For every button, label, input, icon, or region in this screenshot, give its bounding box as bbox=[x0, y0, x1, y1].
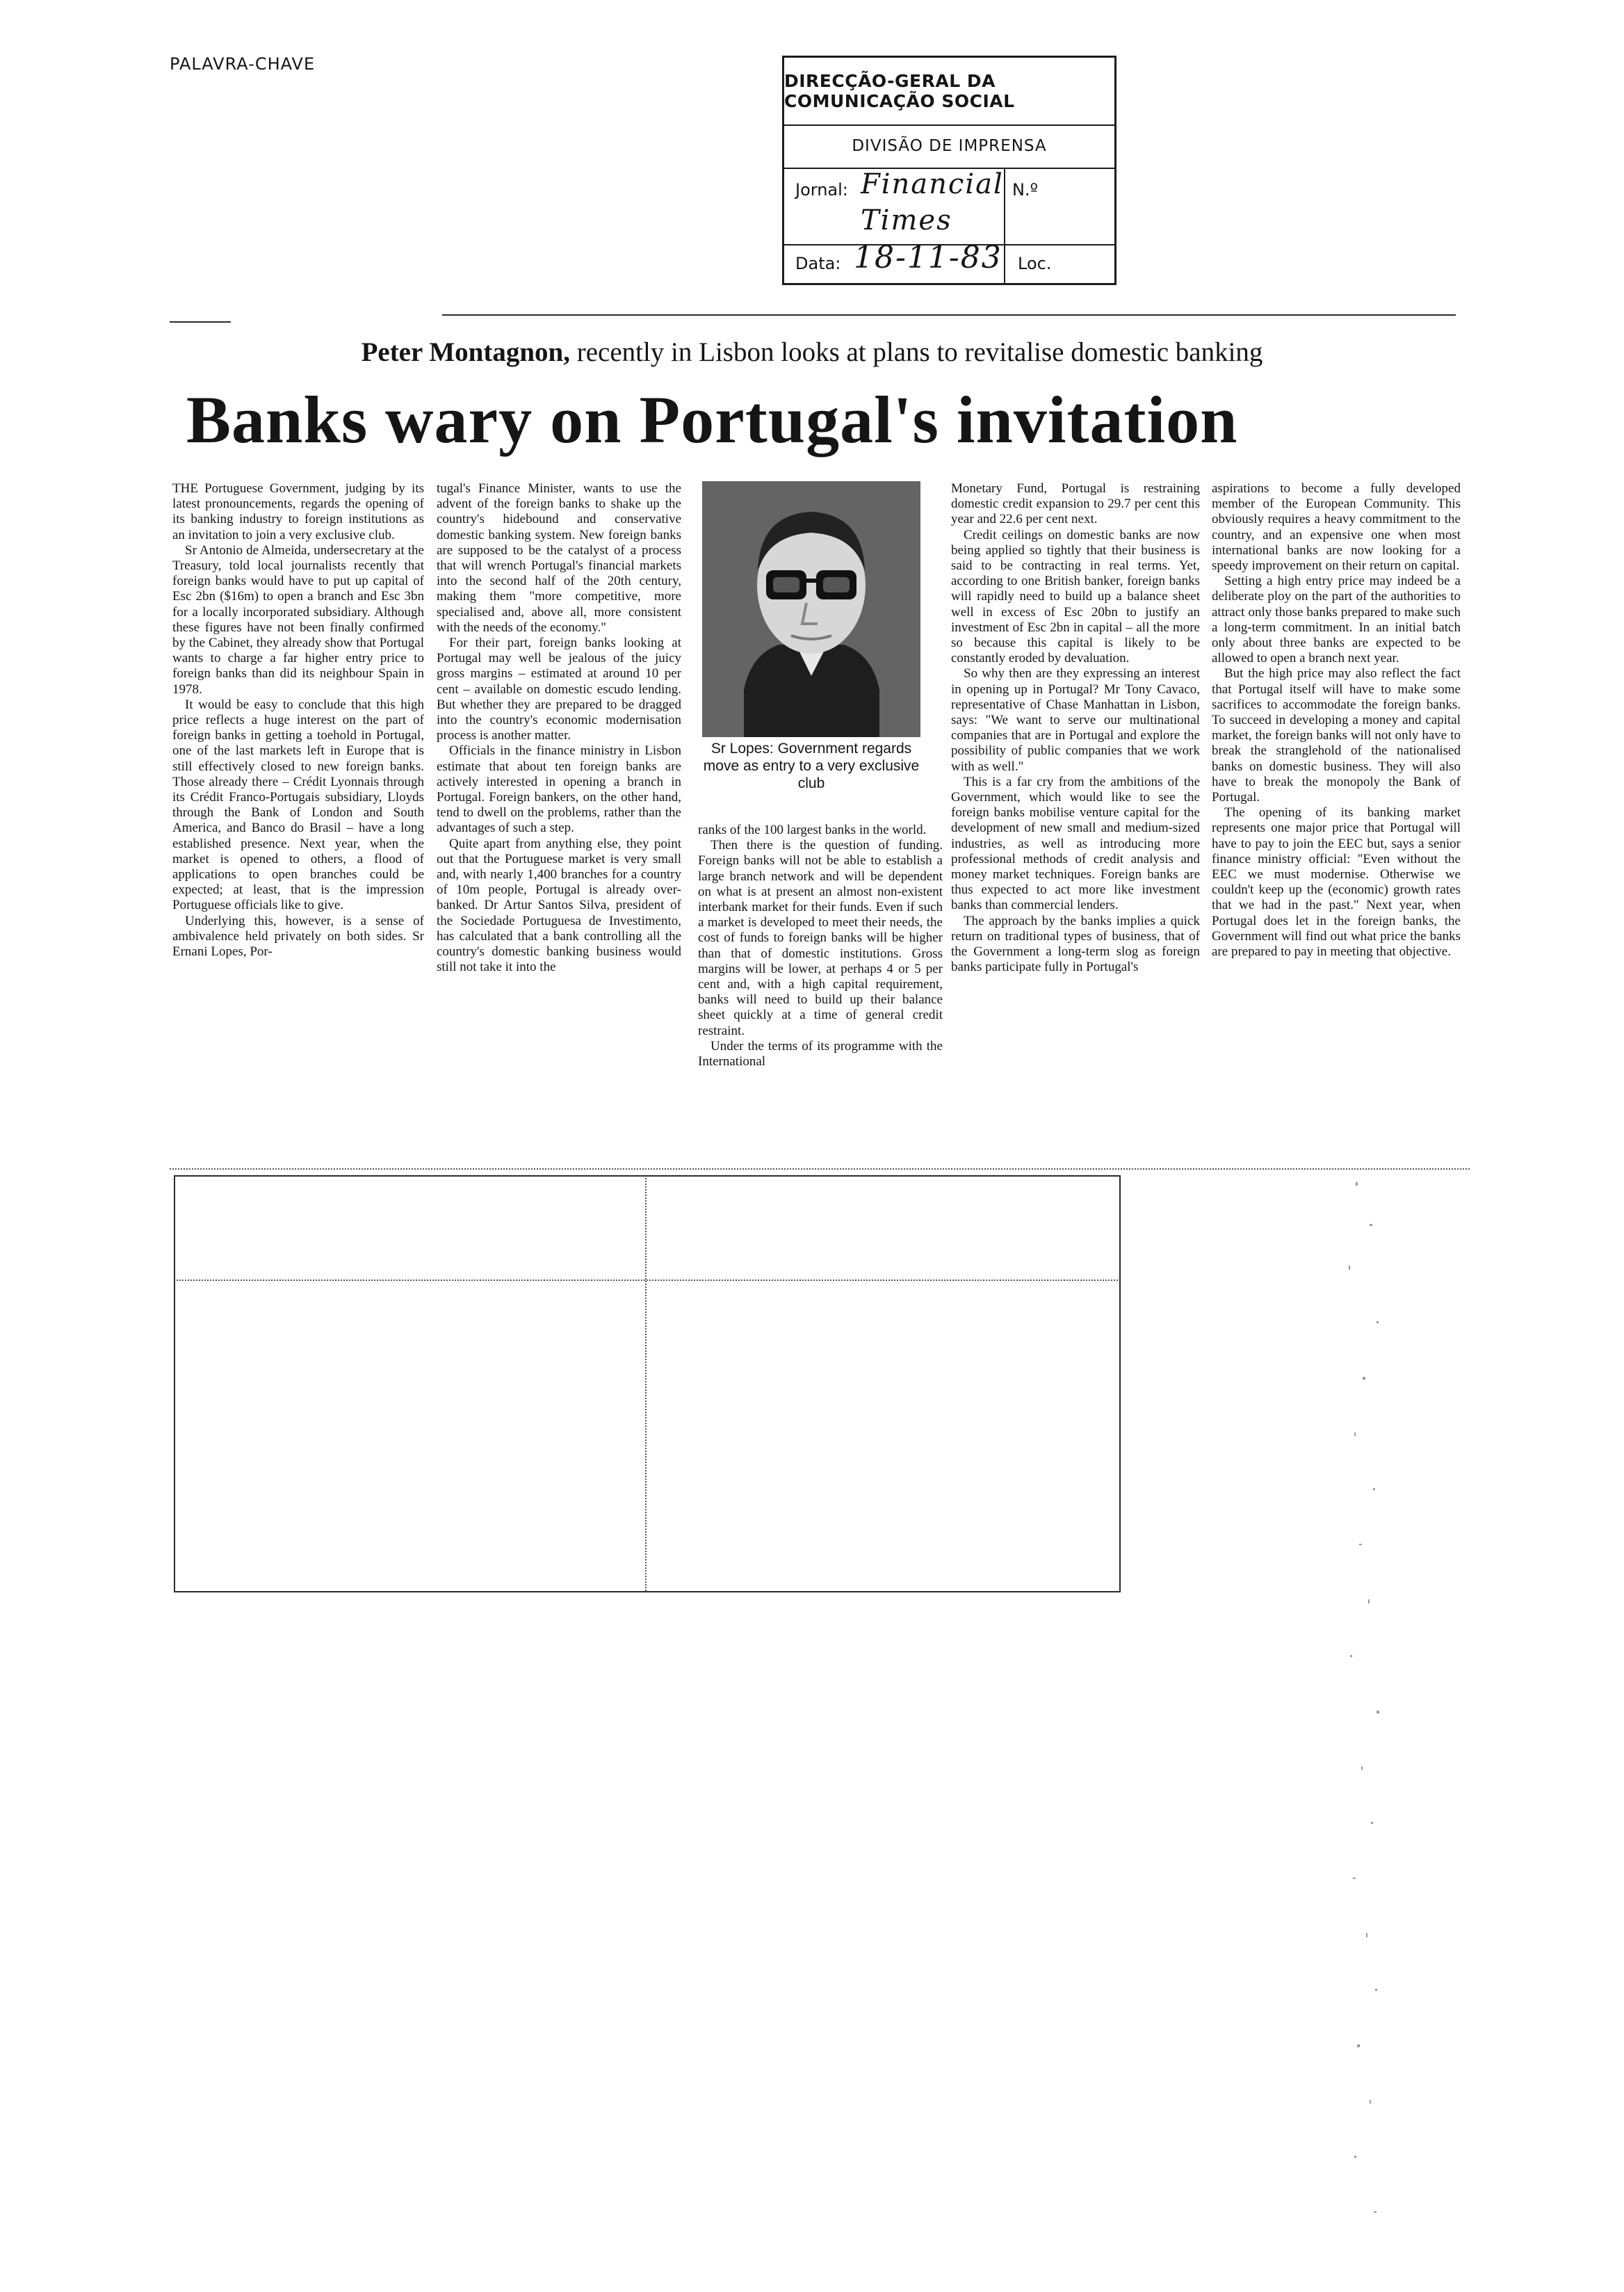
paragraph: THE Portuguese Government, judging by its latest pronouncements, regards the opening of its banking industry to foreign institutions as an invitation to join a very exclusive club. bbox=[172, 481, 424, 542]
paragraph: Underlying this, however, is a sense of ambivalence held privately on both sides. Sr Ernani Lopes, Por- bbox=[172, 913, 424, 960]
paragraph: Officials in the finance ministry in Lisbon estimate that about ten foreign banks are actively interested in opening a branch in Portugal. Foreign bankers, on the other hand, tend to dwell on the problems, rather than the advantages of such a step. bbox=[437, 743, 681, 836]
paragraph: Monetary Fund, Portugal is restraining domestic credit expansion to 29.7 per cent this year and 22.6 per cent next. bbox=[951, 481, 1200, 527]
stamp-date-handwritten: 18-11-83 bbox=[854, 240, 1002, 275]
article-column-3 bbox=[698, 823, 943, 1070]
paragraph: Then there is the question of funding. Foreign banks will not be able to establish a large branch network and will be dependent on what is at present an almost non-existent interbank market for their funds. Even if such a market is developed to meet their needs, the cost of funds to foreign banks will be higher than that of domestic institutions. Gross margins will be lower, at perhaps 4 or 5 per cent and, with a high capital requirement, banks will need to build up their balance sheet quickly at a time of general credit restraint. bbox=[698, 838, 943, 1038]
stamp-divider bbox=[1004, 168, 1005, 283]
article-column-1 bbox=[172, 481, 424, 960]
paragraph: Quite apart from anything else, they point out that the Portuguese market is very small and, with nearly 1,400 branches for a country of 10m people, Portugal is already over-banked. Dr Artur Santos Silva, president of the Sociedade Portuguesa de Investimento, has calculated that a bank controlling all the country's domestic banking business would still not take it into the bbox=[437, 836, 681, 975]
stamp-journal-label: Jornal: bbox=[795, 180, 848, 200]
stamp-number-label: N.º bbox=[1012, 180, 1038, 200]
portrait-photo bbox=[702, 481, 920, 737]
paragraph: The approach by the banks implies a quick return on traditional types of business, that of the Government a long-term slog as foreign banks participate fully in Portugal's bbox=[951, 913, 1200, 975]
palavra-chave-label: PALAVRA-CHAVE bbox=[170, 54, 316, 74]
byline-author: Peter Montagnon, bbox=[361, 337, 570, 367]
paragraph: So why then are they expressing an interest in opening up in Portugal? Mr Tony Cavaco, representative of Chase Manhattan in Lisbon, says: "We want to serve our multinational companies that are in Portugal and explore the possibility of public companies that we work with as well." bbox=[951, 666, 1200, 774]
press-office-stamp bbox=[782, 56, 1116, 285]
photo-caption: Sr Lopes: Government regards move as entry to a very exclusive club bbox=[703, 741, 920, 791]
paragraph: Setting a high entry price may indeed be a deliberate ploy on the part of the authorities to attract only those banks prepared to make such a long-term commitment. In an initial batch only about three banks are expected to be allowed to open a branch next year. bbox=[1212, 574, 1461, 666]
paragraph: tugal's Finance Minister, wants to use the advent of the foreign banks to shake up the country's hidebound and conservative domestic banking system. New foreign banks are supposed to be the catalyst of a process that will wrench Portugal's financial markets into the second half of the 20th century, making them "more competitive, more specialised and, above all, more consistent with the needs of the economy." bbox=[437, 481, 681, 635]
headline: Banks wary on Portugal's invitation bbox=[186, 382, 1238, 457]
paragraph: It would be easy to conclude that this high price reflects a huge interest on the part of foreign banks in getting a toehold in Portugal, one of the last markets left in Europe that is still effectively closed to new foreign banks. Those already there – Crédit Lyonnais through its Crédit Franco-Portugais subsidiary, Lloyds through the Bank of London and South America, and Banco do Brasil – have a long established presence. Next year, when the market is opened to others, a flood of applications to open branches could be expected; at least, that is the impression Portuguese officials like to give. bbox=[172, 697, 424, 913]
paragraph: But the high price may also reflect the fact that Portugal itself will have to make some sacrifices to accommodate the foreign banks. To succeed in developing a money and capital market, the foreign banks will not only have to break the stranglehold of the nationalised banks on domestic business. They will also have to break the monopoly the Bank of Portugal. bbox=[1212, 666, 1461, 805]
stamp-date-label: Data: bbox=[795, 254, 841, 273]
box-divider-vertical bbox=[645, 1178, 647, 1591]
byline-text: recently in Lisbon looks at plans to revitalise domestic banking bbox=[569, 337, 1263, 367]
box-divider-horizontal bbox=[177, 1280, 1118, 1281]
paragraph: For their part, foreign banks looking at Portugal may well be jealous of the juicy gross margins – estimated at around 10 per cent – available on domestic escudo lending. But whether they are prepared to be dragged into the country's economic modernisation process is another matter. bbox=[437, 636, 681, 743]
paragraph: ranks of the 100 largest banks in the world. bbox=[698, 823, 927, 837]
paragraph: This is a far cry from the ambitions of the Government, which would like to see the foreign banks mobilise venture capital for the development of new small and medium-sized industries, as well as introducing more professional methods of credit analysis and money market techniques. Foreign banks are thus expected to act more like investment banks than commercial lenders. bbox=[951, 774, 1200, 913]
paragraph: The opening of its banking market represents one major price that Portugal will have to pay to join the EEC but, says a senior finance ministry official: "Even without the EEC we must modernise. Otherwise we couldn't keep up the (economic) growth rates that we had in the past." Next year, when Portugal does let in the foreign banks, the Government will find out what price the banks are prepared to pay in meeting that objective. bbox=[1212, 805, 1461, 960]
paragraph: Sr Antonio de Almeida, undersecretary at the Treasury, told local journalists recently that foreign banks would have to put up capital of Esc 2bn ($16m) to open a branch and Esc 3bn for a locally incorporated subsidiary. Although these figures have not been finally confirmed by the Cabinet, they already show that Portugal wants to charge a far higher entry price to foreign banks than did its neighbour Spain in 1978. bbox=[172, 542, 424, 697]
stamp-date-row bbox=[784, 240, 1114, 283]
scan-noise-edge bbox=[1272, 0, 1411, 2292]
article-column-2 bbox=[437, 481, 681, 976]
paragraph: Under the terms of its programme with the International bbox=[698, 1038, 943, 1070]
top-rule-left bbox=[170, 321, 231, 323]
stamp-journal-row bbox=[784, 168, 1114, 245]
stamp-division: DIVISÃO DE IMPRENSA bbox=[784, 124, 1114, 169]
empty-pasteup-box bbox=[174, 1175, 1121, 1592]
stamp-journal-handwritten: Financial Times bbox=[861, 168, 1004, 236]
stamp-agency: DIRECÇÃO-GERAL DA COMUNICAÇÃO SOCIAL bbox=[784, 58, 1114, 126]
portrait-illustration bbox=[702, 481, 920, 737]
stamp-loc-label: Loc. bbox=[1018, 254, 1052, 273]
article-column-4 bbox=[951, 481, 1200, 976]
paragraph: aspirations to become a fully developed member of the European Community. This obviously requires a heavy commitment to the country, and an expensive one when most international banks are now looking for a speedy improvement on their return on capital. bbox=[1212, 481, 1461, 574]
paragraph: Credit ceilings on domestic banks are now being applied so tightly that their business is said to be contracting in real terms. Yet, according to one British banker, foreign banks will rapidly need to build up a balance sheet well in excess of Esc 20bn to justify an investment of Esc 2bn in capital – all the more so because this capital is likely to be constantly eroded by devaluation. bbox=[951, 527, 1200, 666]
